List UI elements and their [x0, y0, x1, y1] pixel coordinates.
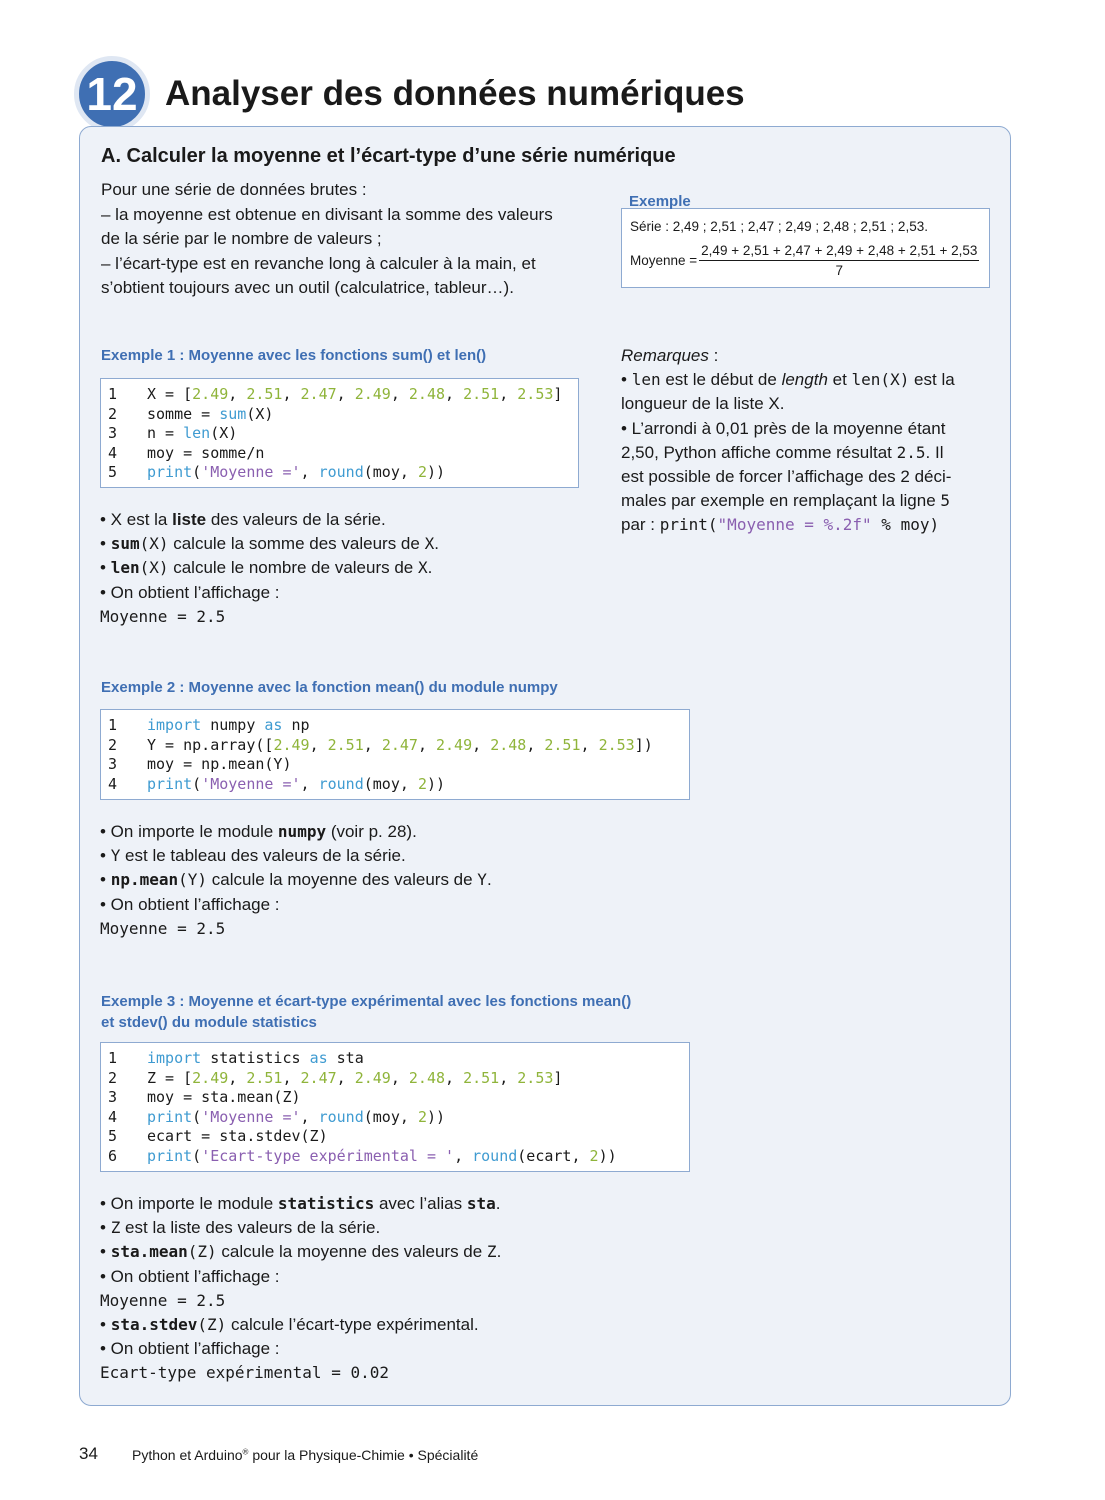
code-string: 'Moyenne =': [201, 774, 301, 793]
code-number: 2.51: [544, 735, 581, 754]
code-number: 2.47: [381, 735, 418, 754]
exemple-label: Exemple: [629, 193, 691, 210]
code-text: moy = sta.mean(Z): [147, 1088, 301, 1106]
code-line: 2 Z = [2.49, 2.51, 2.47, 2.49, 2.48, 2.51, 2.53]: [101, 1069, 689, 1089]
remark-line: est possible de forcer l’affichage des 2 déci-: [621, 467, 952, 487]
remark-line: • L’arrondi à 0,01 près de la moyenne étant: [621, 418, 946, 438]
code-text: (: [192, 1107, 202, 1126]
code-number: 2.53: [517, 1068, 554, 1087]
note-line: • On obtient l’affichage :: [100, 1266, 280, 1286]
line-number: 2: [108, 404, 118, 423]
code-keyword: round: [318, 1107, 364, 1126]
code-text: ]: [553, 385, 563, 403]
fraction-denominator: 7: [835, 263, 844, 278]
fraction: [699, 243, 979, 278]
code-text: (: [192, 463, 202, 481]
code-line: [101, 755, 689, 775]
code-keyword: as: [309, 1049, 328, 1067]
code-text: X = [: [147, 385, 193, 403]
fraction-numerator: 2,49 + 2,51 + 2,47 + 2,49 + 2,48 + 2,51 + 2,53: [699, 243, 979, 261]
line-number: 2: [108, 1068, 118, 1087]
note-line: • On importe le module numpy (voir p. 28).: [100, 822, 417, 841]
note-line: • sta.stdev(Z) calcule l’écart-type expérimental.: [100, 1315, 479, 1335]
page-number: 34: [79, 1444, 98, 1463]
code-string: 'Ecart-type expérimental = ': [201, 1146, 455, 1165]
code-text: moy = np.mean(Y): [147, 755, 292, 773]
code-line: [101, 1049, 689, 1069]
remark-line: 2,50, Python affiche comme résultat 2.5. Il: [621, 442, 944, 462]
note-line: • np.mean(Y) calcule la moyenne des valeurs de Y.: [100, 870, 492, 890]
output-line: Moyenne = 2.5: [100, 918, 226, 938]
code-number: 2.51: [246, 1068, 283, 1087]
remarks: [621, 344, 989, 538]
note-line: • Z est la liste des valeurs de la série.: [100, 1218, 381, 1238]
code-number: 2.49: [436, 735, 473, 754]
remarks-title: Remarques :: [621, 346, 719, 365]
code-number: 2.47: [300, 385, 337, 403]
section-title: A. Calculer la moyenne et l’écart-type d’une série numérique: [101, 145, 676, 167]
code-keyword: round: [318, 463, 364, 481]
exemple-moyenne-formula: [630, 243, 979, 278]
code-keyword: import: [147, 1049, 202, 1067]
chapter-number: 12: [86, 68, 138, 120]
code-text: Y = np.array([: [147, 735, 274, 754]
note-line: • On obtient l’affichage :: [100, 894, 280, 914]
note-line: • Y est le tableau des valeurs de la série.: [100, 846, 406, 866]
remark-line: males par exemple en remplaçant la ligne 5: [621, 491, 951, 511]
code-string: 'Moyenne =': [201, 463, 301, 481]
output-line: Moyenne = 2.5: [100, 1290, 226, 1310]
intro-line: Pour une série de données brutes :: [101, 180, 367, 199]
code-text: )): [426, 463, 446, 481]
example-1-heading: Exemple 1 : Moyenne avec les fonctions sum() et len(): [101, 347, 487, 364]
line-number: 1: [108, 716, 118, 734]
code-line: 1 X = [2.49, 2.51, 2.47, 2.49, 2.48, 2.51, 2.53]: [101, 385, 578, 405]
intro-line: s’obtient toujours avec un outil (calculatrice, tableur…).: [101, 278, 514, 297]
example-3-code: [100, 1042, 690, 1172]
code-text: (moy,: [363, 1107, 418, 1126]
line-number: 5: [108, 1127, 118, 1145]
code-text: statistics: [201, 1049, 310, 1067]
code-text: ,: [454, 1146, 473, 1165]
code-number: 2.47: [300, 1068, 337, 1087]
code-text: moy = somme/n: [147, 443, 265, 462]
code-text: (: [192, 774, 202, 793]
code-text: ,: [300, 774, 319, 793]
code-number: 2: [417, 774, 427, 793]
code-line: [101, 1108, 689, 1128]
footer-text: Python et Arduino® pour la Physique-Chimie • Spécialité: [132, 1447, 479, 1463]
code-number: 2: [417, 463, 427, 481]
code-text: (X): [210, 424, 238, 442]
code-text: (ecart,: [517, 1146, 590, 1165]
remark-line: • len est le début de length et len(X) est la: [621, 370, 955, 390]
code-number: 2.49: [192, 385, 229, 403]
exemple-serie: Série : 2,49 ; 2,51 ; 2,47 ; 2,49 ; 2,48 ; 2,51 ; 2,53.: [630, 219, 928, 234]
code-number: 2: [417, 1107, 427, 1126]
moyenne-label: Moyenne =: [630, 253, 698, 268]
code-text: numpy: [201, 716, 265, 734]
code-line: [101, 444, 578, 464]
code-text: ]): [634, 735, 653, 754]
line-number: 4: [108, 774, 118, 793]
code-keyword: as: [264, 716, 283, 734]
code-text: ,: [300, 463, 319, 481]
code-line: [101, 1127, 689, 1147]
intro-line: de la série par le nombre de valeurs ;: [101, 229, 382, 248]
line-number: 4: [108, 443, 118, 462]
code-number: 2.51: [463, 385, 500, 403]
code-line: [101, 463, 578, 483]
line-number: 3: [108, 1088, 118, 1106]
code-line: [101, 1147, 689, 1167]
code-line: [101, 775, 689, 795]
output-line: Ecart-type expérimental = 0.02: [100, 1363, 389, 1383]
code-text: (moy,: [363, 774, 418, 793]
code-number: 2: [589, 1146, 599, 1165]
code-string: 'Moyenne =': [201, 1107, 301, 1126]
code-keyword: len: [183, 424, 211, 442]
code-text: somme =: [147, 404, 220, 423]
code-number: 2.48: [490, 735, 527, 754]
code-line: [101, 716, 689, 736]
line-number: 4: [108, 1107, 118, 1126]
exemple-box: [621, 208, 990, 288]
output-line: Moyenne = 2.5: [100, 606, 226, 626]
code-keyword: print: [147, 774, 193, 793]
code-text: )): [426, 774, 446, 793]
code-number: 2.49: [192, 1068, 229, 1087]
note-line: • On obtient l’affichage :: [100, 582, 280, 602]
code-number: 2.49: [273, 735, 310, 754]
example-2-heading: Exemple 2 : Moyenne avec la fonction mean() du module numpy: [101, 679, 558, 696]
code-line: 2 Y = np.array([2.49, 2.51, 2.47, 2.49, 2.48, 2.51, 2.53]): [101, 736, 689, 756]
code-keyword: sum: [219, 404, 247, 423]
code-keyword: round: [472, 1146, 518, 1165]
example-2-notes: [100, 820, 492, 941]
note-line: • On obtient l’affichage :: [100, 1339, 280, 1359]
code-text: n =: [147, 424, 184, 442]
code-text: (X): [246, 404, 274, 423]
intro-line: – la moyenne est obtenue en divisant la somme des valeurs: [101, 204, 553, 224]
code-text: )): [426, 1107, 446, 1126]
code-text: np: [282, 716, 310, 734]
line-number: 2: [108, 735, 118, 754]
note-line: • X est la liste des valeurs de la série.: [100, 510, 386, 529]
code-line: [101, 405, 578, 425]
code-text: )): [598, 1146, 617, 1165]
note-line: • On importe le module statistics avec l’alias sta.: [100, 1194, 501, 1213]
note-line: • sta.mean(Z) calcule la moyenne des valeurs de Z.: [100, 1242, 502, 1262]
code-text: ]: [553, 1068, 563, 1087]
code-text: sta: [327, 1049, 364, 1067]
code-number: 2.48: [408, 1068, 446, 1087]
chapter-title: Analyser des données numériques: [165, 74, 745, 113]
code-number: 2.49: [354, 385, 391, 403]
example-3-notes: [100, 1192, 501, 1386]
line-number: 6: [108, 1146, 118, 1165]
code-number: 2.53: [517, 385, 554, 403]
code-number: 2.51: [463, 1068, 500, 1087]
line-number: 3: [108, 424, 118, 442]
code-keyword: import: [147, 716, 202, 734]
code-line: [101, 424, 578, 444]
intro-line: – l’écart-type est en revanche long à calculer à la main, et: [101, 253, 536, 273]
code-number: 2.48: [408, 385, 446, 403]
example-1-notes: [100, 508, 439, 629]
code-text: ecart = sta.stdev(Z): [147, 1127, 328, 1145]
intro-text: [101, 178, 581, 301]
code-number: 2.49: [354, 1068, 391, 1087]
example-1-code: [100, 378, 579, 488]
code-number: 2.53: [598, 735, 635, 754]
chapter-number-badge: [74, 56, 150, 132]
line-number: 1: [108, 1049, 118, 1067]
line-number: 1: [108, 385, 118, 403]
code-text: Z = [: [147, 1068, 193, 1087]
code-keyword: print: [147, 1146, 193, 1165]
code-line: [101, 1088, 689, 1108]
code-keyword: print: [147, 463, 193, 481]
example-3-heading: Exemple 3 : Moyenne et écart-type expérimental avec les fonctions mean() et stdev() du module statistics: [101, 993, 632, 1031]
code-keyword: round: [318, 774, 364, 793]
note-line: • sum(X) calcule la somme des valeurs de X.: [100, 534, 439, 554]
remark-line: longueur de la liste X.: [621, 394, 785, 414]
example-2-code: [100, 709, 690, 800]
code-number: 2.51: [327, 735, 364, 754]
code-text: (: [192, 1146, 202, 1165]
code-keyword: print: [147, 1107, 193, 1126]
code-text: ,: [300, 1107, 319, 1126]
remark-line: par : print("Moyenne = %.2f" % moy): [621, 515, 940, 535]
line-number: 3: [108, 755, 118, 773]
code-text: (moy,: [363, 463, 418, 481]
note-line: • len(X) calcule le nombre de valeurs de X.: [100, 558, 433, 578]
line-number: 5: [108, 463, 118, 481]
code-number: 2.51: [246, 385, 283, 403]
